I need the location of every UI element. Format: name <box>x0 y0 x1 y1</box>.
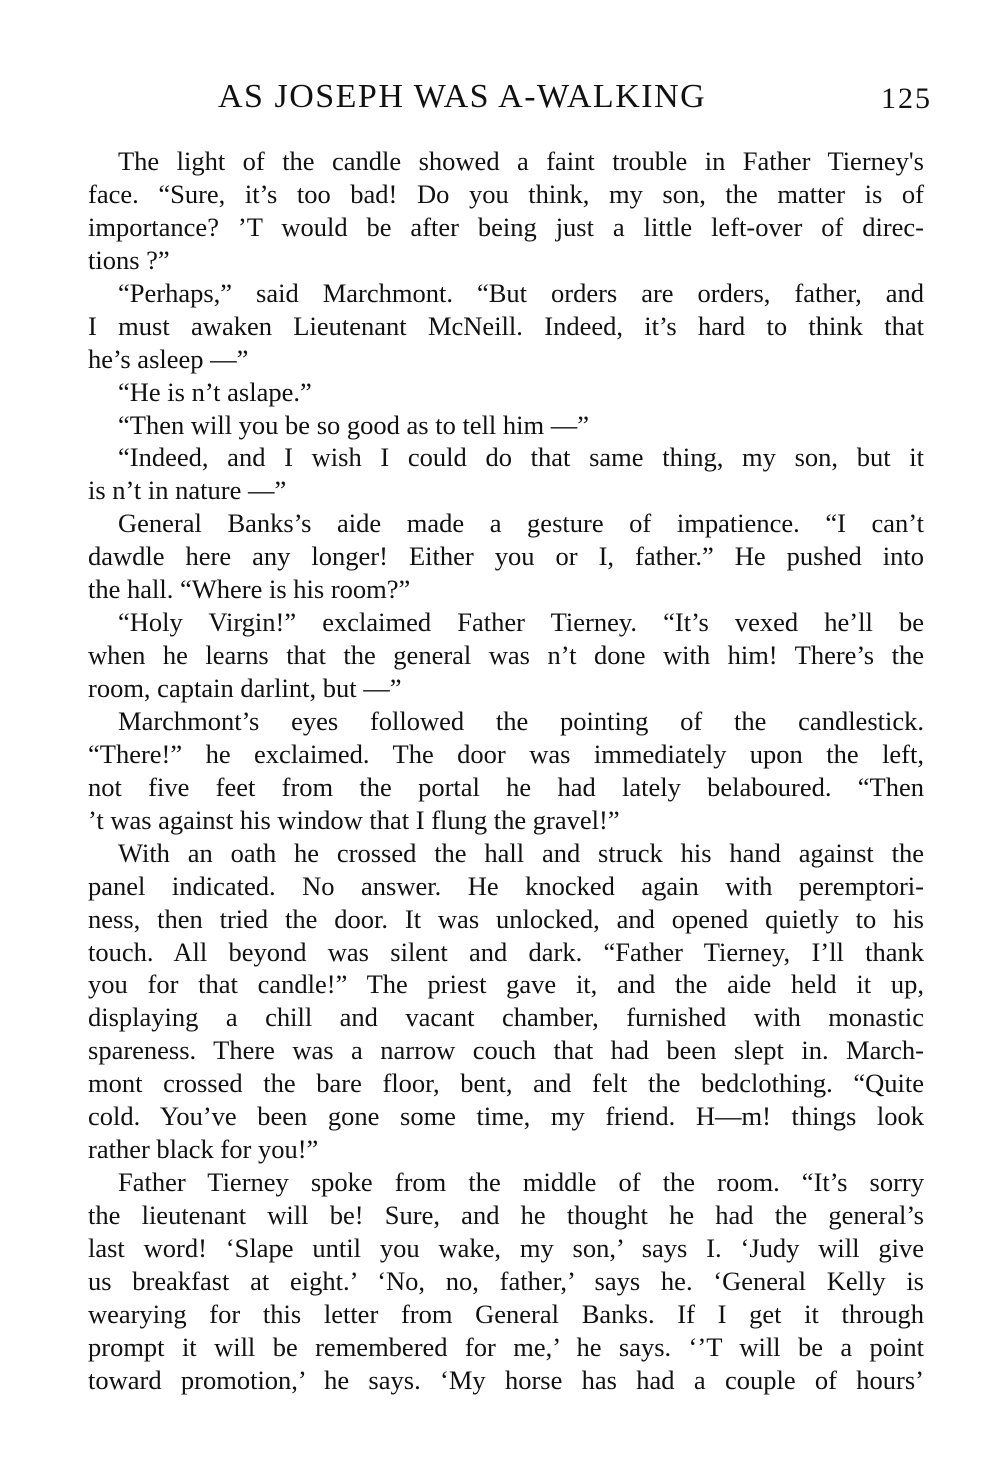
text-line: when he learns that the general was n’t done with him! There’s the <box>88 640 924 671</box>
text-line: tions ?” <box>88 244 170 275</box>
page-number: 125 <box>881 82 932 115</box>
text-line: room, captain darlint, but —” <box>88 673 402 703</box>
text-line: General Banks’s aide made a gesture of impatience. “I can’t <box>118 508 924 539</box>
text-line: “Indeed, and I wish I could do that same thing, my son, but it <box>118 442 924 473</box>
text-line: toward promotion,’ he says. ‘My horse has had a couple of hours’ <box>88 1364 924 1395</box>
text-line: Father Tierney spoke from the middle of the room. “It’s sorry <box>118 1167 924 1198</box>
page-header <box>0 78 1000 122</box>
text-line: not five feet from the portal he had lately belaboured. “Then <box>88 771 924 802</box>
text-line: mont crossed the bare floor, bent, and felt the bedclothing. “Quite <box>88 1068 924 1099</box>
text-line: the hall. “Where is his room?” <box>88 574 411 605</box>
text-line: “Then will you be so good as to tell him —” <box>118 409 590 440</box>
text-line: Marchmont’s eyes followed the pointing of the candlestick. <box>118 705 924 736</box>
text-line: wearying for this letter from General Banks. If I get it through <box>88 1298 924 1329</box>
text-line: is n’t in nature —” <box>88 475 287 506</box>
text-line: you for that candle!” The priest gave it, and the aide held it up, <box>88 969 924 1000</box>
text-line: “Holy Virgin!” exclaimed Father Tierney. “It’s vexed he’ll be <box>118 607 924 638</box>
text-line: the lieutenant will be! Sure, and he thought he had the general’s <box>88 1200 924 1230</box>
text-line: cold. You’ve been gone some time, my friend. H—m! things look <box>88 1101 924 1132</box>
text-line: panel indicated. No answer. He knocked again with peremptori- <box>88 870 924 901</box>
text-line: touch. All beyond was silent and dark. “Father Tierney, I’ll thank <box>88 936 924 967</box>
text-line: he’s asleep —” <box>88 343 249 374</box>
text-line: With an oath he crossed the hall and struck his hand against the <box>118 837 924 868</box>
text-line: I must awaken Lieutenant McNeill. Indeed, it’s hard to think that <box>88 310 924 341</box>
text-line: prompt it will be remembered for me,’ he says. ‘’T will be a point <box>88 1331 924 1362</box>
text-line: ness, then tried the door. It was unlocked, and opened quietly to his <box>88 903 924 934</box>
text-line: “There!” he exclaimed. The door was immediately upon the left, <box>88 738 924 769</box>
body-text <box>88 145 924 1397</box>
text-line: us breakfast at eight.’ ‘No, no, father,’ says he. ‘General Kelly is <box>88 1265 924 1296</box>
text-line: spareness. There was a narrow couch that had been slept in. March- <box>88 1035 924 1066</box>
text-line: displaying a chill and vacant chamber, furnished with monastic <box>88 1002 924 1033</box>
text-line: “He is n’t aslape.” <box>118 376 312 407</box>
text-line: “Perhaps,” said Marchmont. “But orders are orders, father, and <box>118 277 924 308</box>
text-line: ’t was against his window that I flung the gravel!” <box>88 804 620 835</box>
text-line: rather black for you!” <box>88 1134 319 1165</box>
text-line: dawdle here any longer! Either you or I, father.” He pushed into <box>88 541 924 572</box>
running-title: AS JOSEPH WAS A-WALKING <box>218 78 707 115</box>
text-line: The light of the candle showed a faint trouble in Father Tierney's <box>118 146 924 176</box>
text-line: last word! ‘Slape until you wake, my son,’ says I. ‘Judy will give <box>88 1232 924 1263</box>
text-line: importance? ’T would be after being just a little left-over of direc- <box>88 211 924 242</box>
text-line: face. “Sure, it’s too bad! Do you think, my son, the matter is of <box>88 178 924 209</box>
